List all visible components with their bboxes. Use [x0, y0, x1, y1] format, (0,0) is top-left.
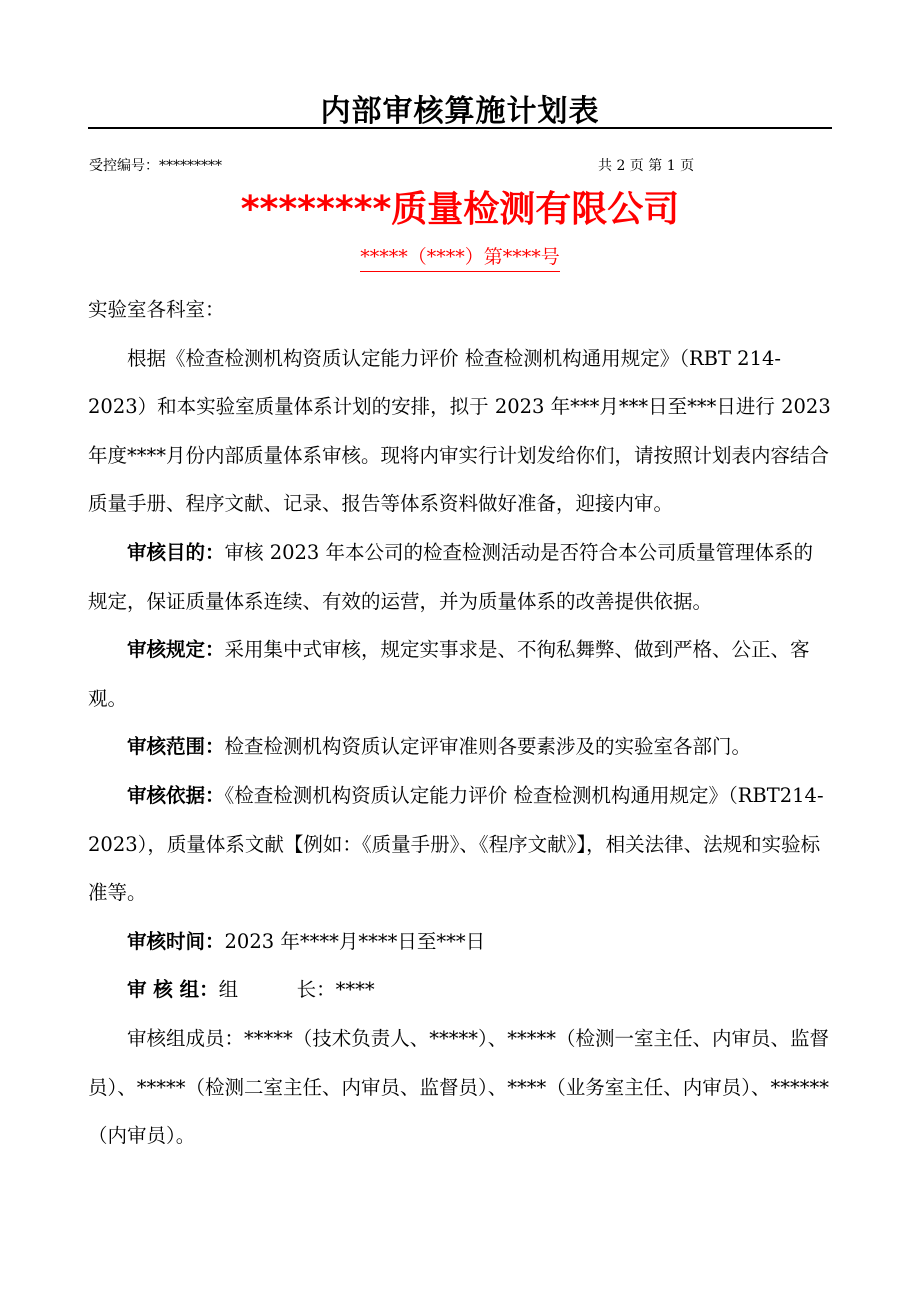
- control-number: 受控编号：*********: [89, 158, 222, 174]
- section-team: [88, 966, 832, 1015]
- section-label: 审核目的：: [127, 540, 225, 564]
- section-time: [88, 918, 832, 967]
- section-scope: [88, 723, 832, 772]
- document-body: [88, 286, 832, 1161]
- title-underline: [88, 127, 832, 129]
- section-label: 审核范围：: [127, 735, 225, 759]
- section-text: 《检查检测机构资质认定能力评价 检查检测机构通用规定》（RBT214-2023），质量体系文献【例如：《质量手册》、《程序文献》】，相关法律、法规和实验标准等。: [88, 783, 824, 905]
- section-basis: [88, 772, 832, 918]
- doc-number: *****（****）第****号: [360, 244, 560, 272]
- section-text: 检查检测机构资质认定评审准则各要素涉及的实验室各部门。: [224, 735, 752, 759]
- section-label: 审 核 组：: [127, 978, 219, 1002]
- section-text: 组 长：****: [218, 978, 375, 1002]
- doc-number-row: [88, 244, 832, 272]
- section-text: 审核 2023 年本公司的检查检测活动是否符合本公司质量管理体系的规定，保证质量体系连续、有效的运营，并为质量体系的改善提供依据。: [88, 540, 814, 613]
- page-info: 共 2 页 第 1 页: [598, 158, 695, 174]
- section-label: 审核依据：: [127, 783, 225, 807]
- intro-paragraph: 根据《检查检测机构资质认定能力评价 检查检测机构通用规定》（RBT 214-2023）和本实验室质量体系计划的安排，拟于 2023 年***月***日至***日进行 2023 年度****月份内部质量体系审核。现将内审实行计划发给你们，请按照计划表内容结合质量手册、程序文献、记录、报告等体系资料做好准备，迎接内审。: [88, 346, 831, 516]
- team-members: 审核组成员：*****（技术负责人、*****）、*****（检测一室主任、内审员、监督员）、*****（检测二室主任、内审员、监督员）、****（业务室主任、内审员）、******（内审员）。: [88, 1026, 830, 1148]
- company-name: ********质量检测有限公司: [240, 189, 680, 230]
- section-requirements: [88, 626, 832, 723]
- salutation: 实验室各科室：: [88, 298, 225, 321]
- section-purpose: [88, 529, 832, 626]
- section-label: 审核规定：: [127, 638, 225, 662]
- section-text: 采用集中式审核，规定实事求是、不徇私舞弊、做到严格、公正、客观。: [88, 638, 810, 710]
- section-label: 审核时间：: [127, 929, 225, 953]
- document-title: 内部审核算施计划表: [320, 94, 600, 129]
- section-text: 2023 年****月****日至***日: [224, 929, 486, 953]
